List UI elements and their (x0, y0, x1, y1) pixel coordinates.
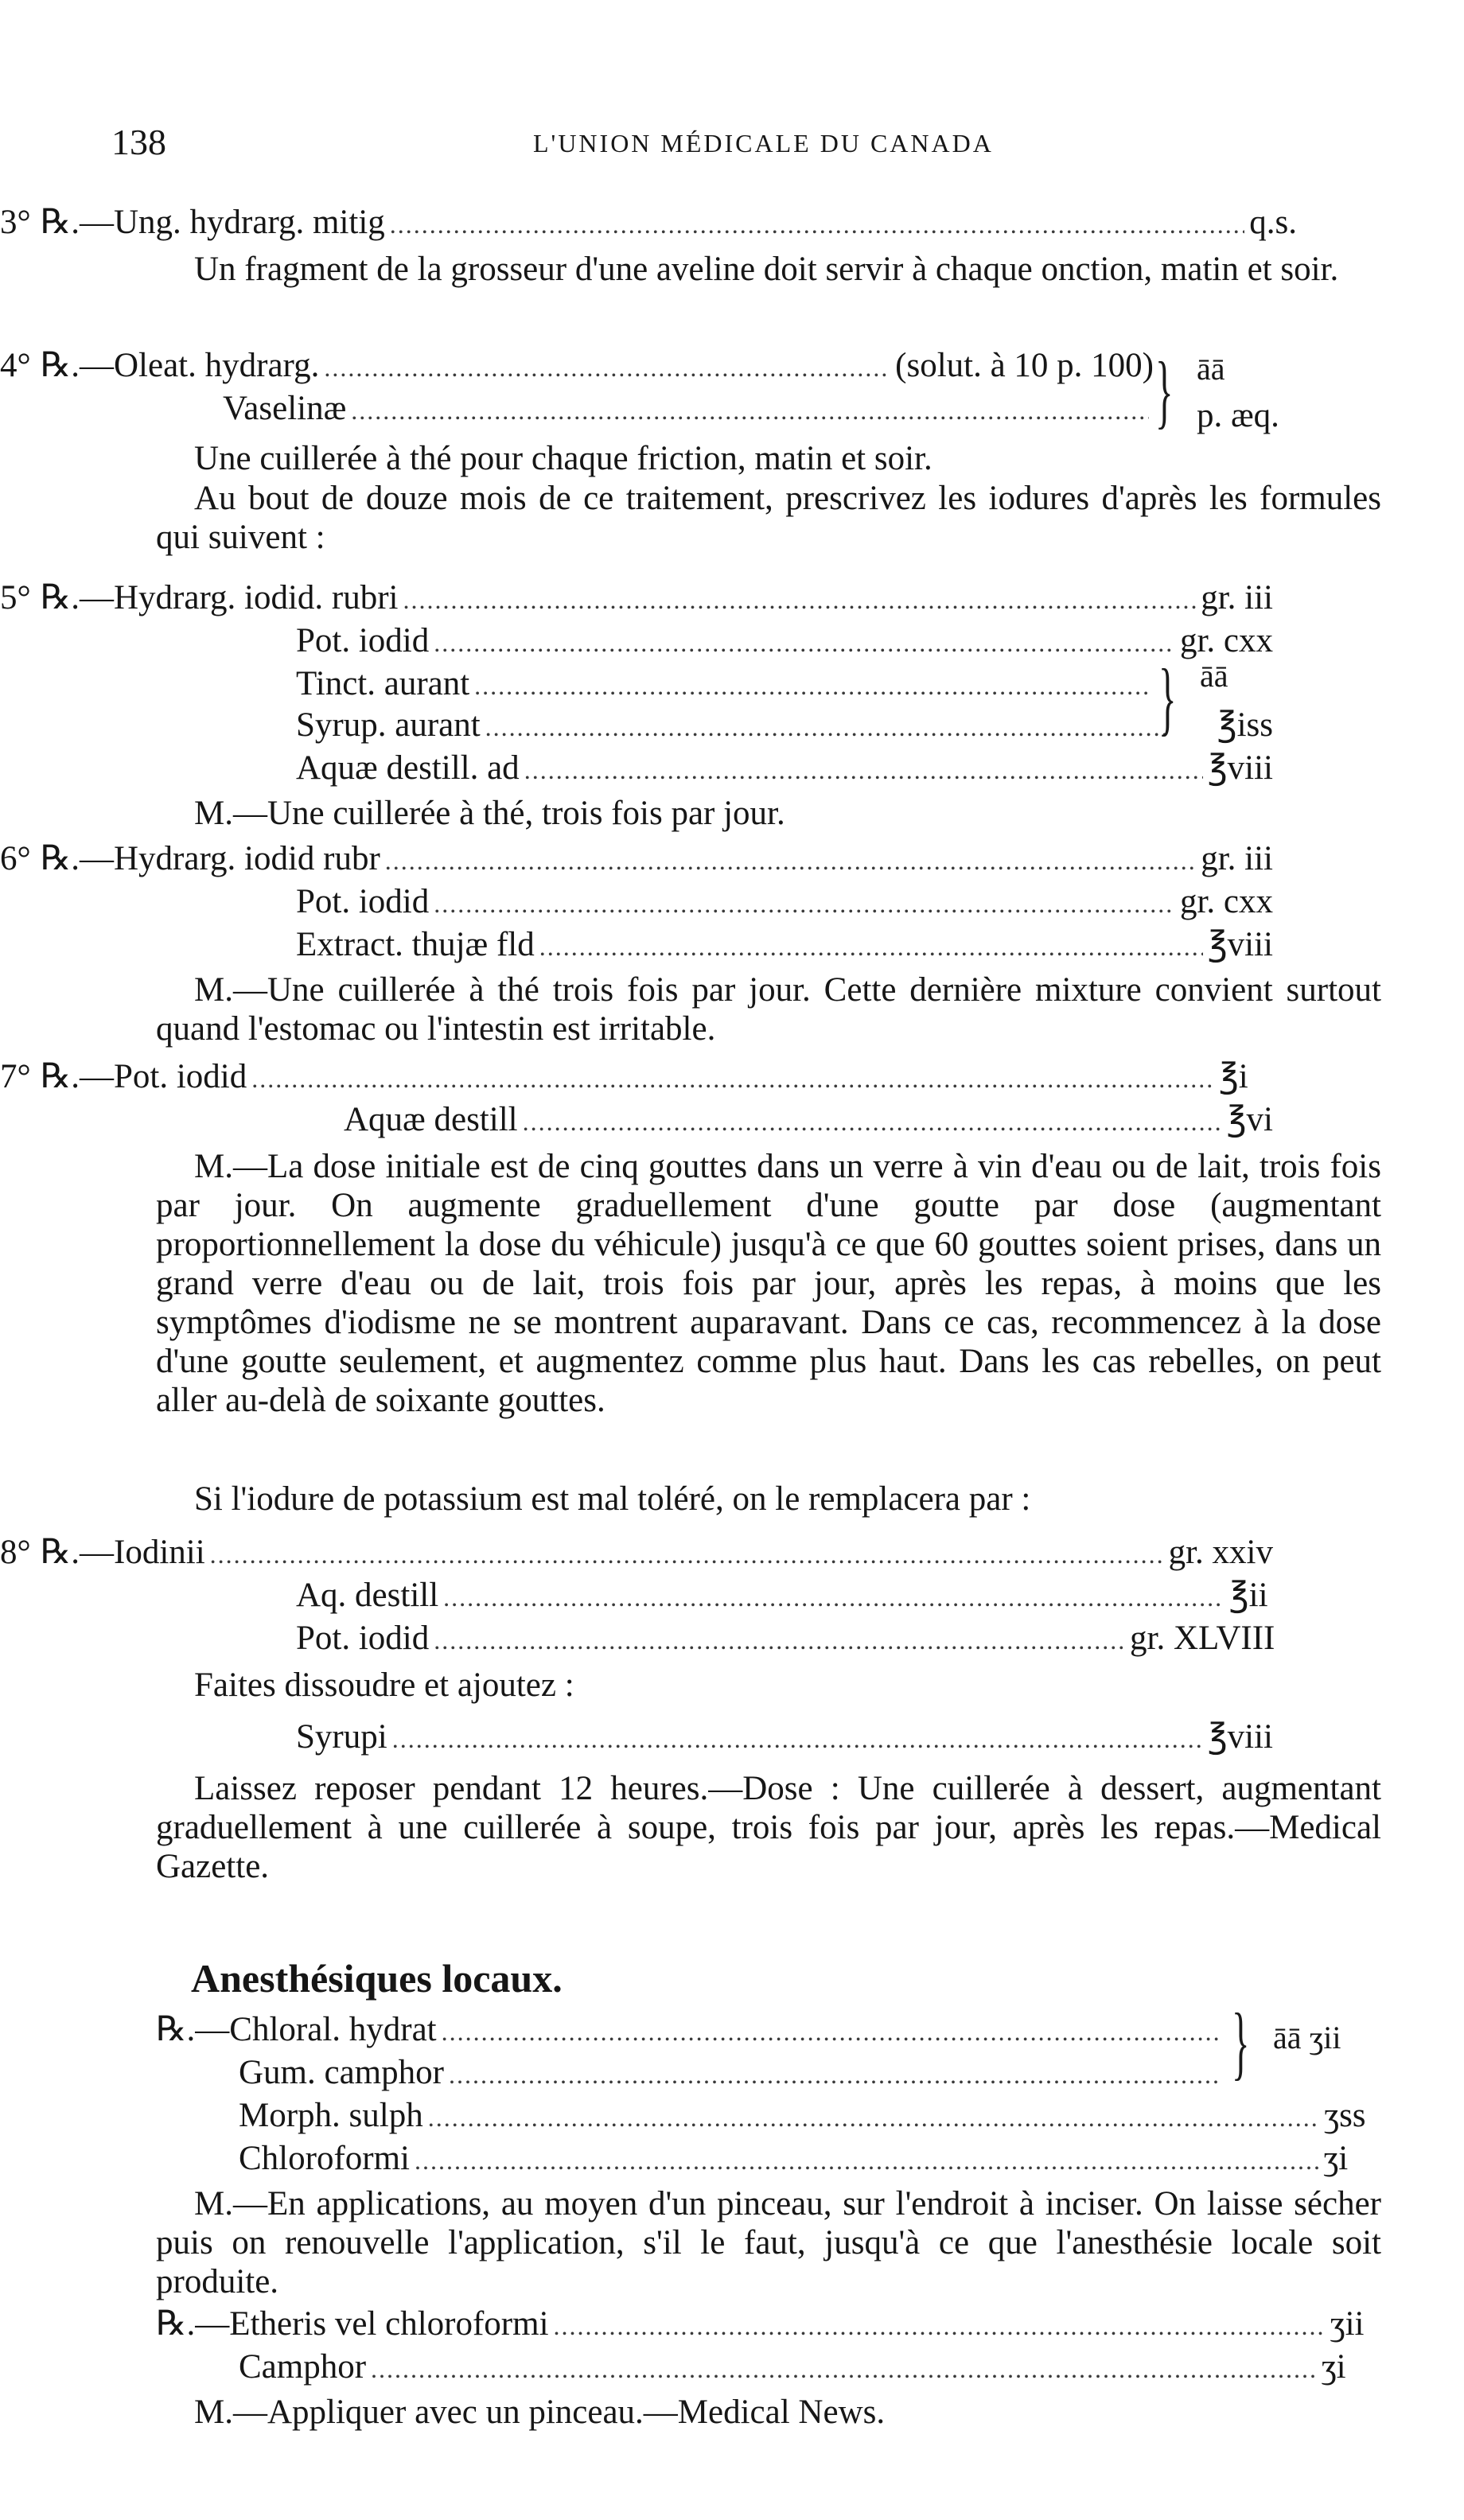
transition-paragraph: Au bout de douze mois de ce traitement, prescrivez les iodures d'après les formules qui suivent : (156, 480, 1381, 556)
formula-5-line (0, 624, 1464, 658)
formula-3-line (0, 205, 1464, 239)
page-number: 138 (111, 122, 166, 162)
anesthetic-1-note: M.—En applications, au moyen d'un pinceau, sur l'endroit à inciser. On laisse sécher puis on renouvelle l'application, s'il le faut, jusqu'à ce que l'anesthésie locale soit produite. (156, 2185, 1381, 2300)
dot-leader (539, 934, 1203, 959)
formula-6-line (0, 842, 1464, 876)
drug-name: Morph. sulph (239, 2097, 423, 2134)
formula-8-line (0, 1535, 1464, 1569)
drug-name: ℞.—Pot. iodid (40, 1058, 247, 1095)
formula-7-line (0, 1060, 1464, 1094)
drug-quantity: ℥iss (1217, 706, 1273, 744)
drug-name: Pot. iodid (296, 883, 430, 920)
drug-name: Chloroformi (239, 2140, 410, 2177)
drug-quantity: ℥i (1218, 1058, 1248, 1095)
anesthetic-2-note: M.—Appliquer avec un pinceau.—Medical News. (194, 2394, 886, 2431)
formula-6-line (0, 885, 1464, 919)
formula-number: 5° (0, 579, 31, 616)
page-header (111, 121, 1400, 169)
ana-abbreviation: āā (1200, 658, 1228, 694)
dot-leader (428, 2105, 1319, 2130)
drug-quantity: q.s. (1249, 204, 1297, 241)
ana-abbreviation: āā (1197, 351, 1225, 387)
formula-5-line (0, 708, 1464, 742)
brace-symbol: } (1158, 652, 1177, 744)
formula-7-line (0, 1102, 1464, 1137)
drug-name: Vaselinæ (223, 390, 347, 427)
drug-name: ℞.—Ung. hydrarg. mitig (40, 204, 385, 241)
drug-name: Syrupi (296, 1718, 387, 1756)
formula-4-note: Une cuillerée à thé pour chaque friction, matin et soir. (194, 440, 933, 477)
drug-quantity: gr. cxx (1179, 622, 1273, 659)
formula-4-line-1 (0, 348, 1464, 383)
drug-quantity: ℥viii (1207, 1718, 1273, 1756)
formula-number: 4° (0, 347, 31, 384)
drug-quantity: gr. iii (1201, 579, 1273, 616)
dot-leader (371, 2356, 1317, 2382)
anesthetic-1-line (0, 2098, 1464, 2133)
drug-name: ℞.—Oleat. hydrarg. (40, 347, 320, 384)
anesthetic-2-line (0, 2350, 1464, 2384)
brace-symbol: } (1155, 345, 1174, 437)
formula-5-line (0, 751, 1464, 785)
dot-leader (485, 714, 1166, 740)
formula-number: 7° (0, 1058, 31, 1095)
drug-name: ℞.—Hydrarg. iodid. rubri (40, 579, 399, 616)
formula-6-note: M.—Une cuillerée à thé trois fois par jour. Cette dernière mixture convient surtout quand l'estomac ou l'intestin est irritable. (156, 971, 1381, 1048)
drug-quantity: gr. XLVIII (1130, 1620, 1275, 1657)
dot-leader (434, 891, 1175, 916)
drug-quantity: gr. iii (1201, 840, 1273, 877)
anesthetic-2-line (0, 2307, 1464, 2341)
instruction-line: Faites dissoudre et ajoutez : (194, 1666, 574, 1704)
formula-8-line (0, 1720, 1464, 1754)
formula-5-line (0, 581, 1464, 615)
formula-number: 3° (0, 204, 31, 241)
drug-quantity: ʒii (1330, 2305, 1365, 2343)
drug-name: Camphor (239, 2348, 367, 2386)
dot-leader (443, 1585, 1225, 1610)
drug-quantity: ℥viii (1207, 749, 1273, 787)
drug-quantity: ℥vi (1226, 1101, 1273, 1138)
dot-leader (392, 1726, 1203, 1752)
dot-leader (403, 587, 1196, 612)
solution-strength: (solut. à 10 p. 100) (895, 347, 1154, 384)
drug-name: Pot. iodid (296, 622, 430, 659)
drug-quantity: ℥viii (1207, 926, 1273, 963)
dot-leader (434, 1628, 1125, 1653)
dot-leader (415, 2148, 1318, 2173)
drug-name: ℞.—Chloral. hydrat (156, 2011, 437, 2048)
formula-8-line (0, 1621, 1464, 1655)
drug-name: Tinct. aurant (296, 665, 470, 702)
drug-name: Aq. destill (296, 1577, 439, 1614)
alternative-paragraph: Si l'iodure de potassium est mal toléré, on le remplacera par : (194, 1480, 1031, 1518)
drug-quantity: p. æq. (1197, 397, 1279, 434)
dot-leader (524, 757, 1203, 783)
drug-name: Extract. thujæ fld (296, 926, 535, 963)
drug-quantity: ʒss (1323, 2097, 1366, 2134)
drug-name: ℞.—Hydrarg. iodid rubr (40, 840, 380, 877)
brace-symbol: } (1232, 1997, 1250, 2088)
formula-number: 8° (0, 1534, 31, 1571)
running-title: L'UNION MÉDICALE DU CANADA (533, 129, 994, 158)
formula-5-note: M.—Une cuillerée à thé, trois fois par jour. (194, 795, 785, 832)
dot-leader (385, 848, 1196, 873)
drug-name: Gum. camphor (239, 2054, 444, 2091)
dot-leader (474, 673, 1149, 698)
drug-quantity: gr. cxx (1179, 883, 1273, 920)
drug-quantity: ʒi (1323, 2140, 1349, 2177)
anesthetic-1-line (0, 2141, 1464, 2176)
dot-leader (210, 1542, 1164, 1567)
drug-name: ℞.—Iodinii (40, 1534, 205, 1571)
drug-quantity: ℥ii (1228, 1577, 1268, 1614)
formula-8-note: Laissez reposer pendant 12 heures.—Dose : Une cuillerée à dessert, augmentant graduellement à une cuillerée à soupe, trois fois par jour, après les repas.—Medical Gazette. (156, 1770, 1381, 1885)
dot-leader (523, 1109, 1222, 1134)
dot-leader (554, 2313, 1326, 2339)
dot-leader (449, 2062, 1221, 2087)
formula-5-line (0, 667, 1464, 701)
formula-8-line (0, 1578, 1464, 1612)
dot-leader (324, 355, 890, 380)
drug-name: ℞.—Etheris vel chloroformi (156, 2305, 549, 2343)
drug-quantity: ʒi (1321, 2348, 1346, 2386)
drug-name: Aquæ destill (344, 1101, 518, 1138)
formula-3-note: Un fragment de la grosseur d'une aveline doit servir à chaque onction, matin et soir. (194, 251, 1339, 288)
dot-leader (351, 398, 1149, 423)
drug-name: Aquæ destill. ad (296, 749, 520, 787)
drug-name: Syrup. aurant (296, 706, 481, 744)
dot-leader (251, 1066, 1214, 1091)
drug-name: Pot. iodid (296, 1620, 430, 1657)
formula-number: 6° (0, 840, 31, 877)
dot-leader (442, 2019, 1221, 2044)
section-title: Anesthésiques locaux. (191, 1956, 563, 2001)
drug-quantity: gr. xxiv (1168, 1534, 1273, 1571)
ana-quantity: āā ʒii (1273, 2020, 1341, 2055)
dot-leader (434, 630, 1175, 655)
formula-6-line (0, 928, 1464, 962)
formula-7-note: M.—La dose initiale est de cinq gouttes dans un verre à vin d'eau ou de lait, trois fois par jour. On augmente graduellement d'une goutte par dose (augmentant proportionnellement la dose du véhicule) jusqu'à ce que 60 gouttes soient prises, dans un grand verre d'eau ou de lait, trois fois par jour, après les repas, à moins que les symptômes d'iodisme ne se montrent auparavant. Dans ce cas, recommencez à la dose d'une goutte seulement, et augmentez comme plus haut. Dans les cas rebelles, on peut aller au-delà de soixante gouttes. (156, 1148, 1381, 1419)
dot-leader (390, 212, 1244, 237)
